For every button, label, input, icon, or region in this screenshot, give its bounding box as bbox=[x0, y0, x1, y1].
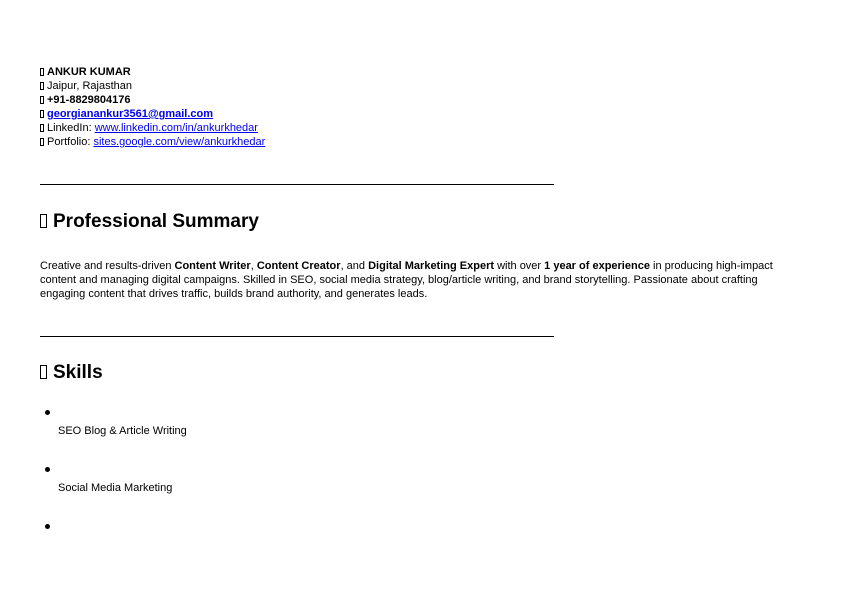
summary-text: in producing high-impact content and managing digital campaigns. Skilled in SEO, social media strategy, blog/article writing, and brand storytelling. Passionate about crafting engaging content that drives traffic, builds brand authority, and generates leads. bbox=[40, 260, 773, 300]
summary-highlight: Content Creator bbox=[256, 260, 341, 272]
email-icon bbox=[40, 110, 44, 118]
bullet-icon bbox=[45, 410, 50, 415]
location-icon bbox=[40, 82, 44, 90]
skills-heading bbox=[40, 362, 103, 384]
contact-location: Jaipur, Rajasthan bbox=[47, 80, 132, 92]
summary-heading-text: Professional Summary bbox=[53, 211, 259, 232]
contact-linkedin-line bbox=[40, 121, 265, 135]
phone-icon bbox=[40, 96, 44, 104]
bullet-icon bbox=[45, 467, 50, 472]
summary-text: , and bbox=[340, 260, 369, 272]
summary-heading bbox=[40, 211, 259, 233]
portfolio-icon bbox=[40, 138, 44, 146]
person-icon bbox=[40, 68, 44, 76]
summary-paragraph bbox=[40, 259, 800, 301]
skills-heading-text: Skills bbox=[53, 362, 103, 383]
bullet-icon bbox=[45, 524, 50, 529]
linkedin-icon bbox=[40, 124, 44, 132]
contact-location-line bbox=[40, 79, 265, 93]
divider bbox=[40, 184, 554, 185]
summary-text: , bbox=[250, 260, 257, 272]
contact-name-line bbox=[40, 65, 265, 79]
contact-name: ANKUR KUMAR bbox=[47, 66, 131, 78]
tools-icon bbox=[40, 365, 47, 379]
skill-label: SEO Blog & Article Writing bbox=[58, 425, 187, 437]
summary-highlight: Digital Marketing Expert bbox=[368, 260, 495, 272]
memo-icon bbox=[40, 214, 47, 228]
contact-portfolio-line bbox=[40, 135, 265, 149]
contact-phone-line bbox=[40, 93, 265, 107]
summary-highlight: Content Writer bbox=[174, 260, 251, 272]
summary-highlight: 1 year of experience bbox=[544, 260, 650, 272]
portfolio-link[interactable]: sites.google.com/view/ankurkhedar bbox=[93, 136, 266, 148]
linkedin-link[interactable]: www.linkedin.com/in/ankurkhedar bbox=[94, 122, 258, 134]
contact-phone: +91-8829804176 bbox=[47, 94, 131, 106]
skill-label: Social Media Marketing bbox=[58, 482, 173, 494]
email-link[interactable]: georgianankur3561@gmail.com bbox=[47, 108, 214, 120]
summary-text: with over bbox=[494, 260, 545, 272]
contact-block bbox=[40, 65, 265, 149]
summary-text: Creative and results-driven bbox=[40, 260, 175, 272]
portfolio-label: Portfolio: bbox=[47, 136, 94, 148]
divider bbox=[40, 336, 554, 337]
linkedin-label: LinkedIn: bbox=[47, 122, 95, 134]
contact-email-line bbox=[40, 107, 265, 121]
